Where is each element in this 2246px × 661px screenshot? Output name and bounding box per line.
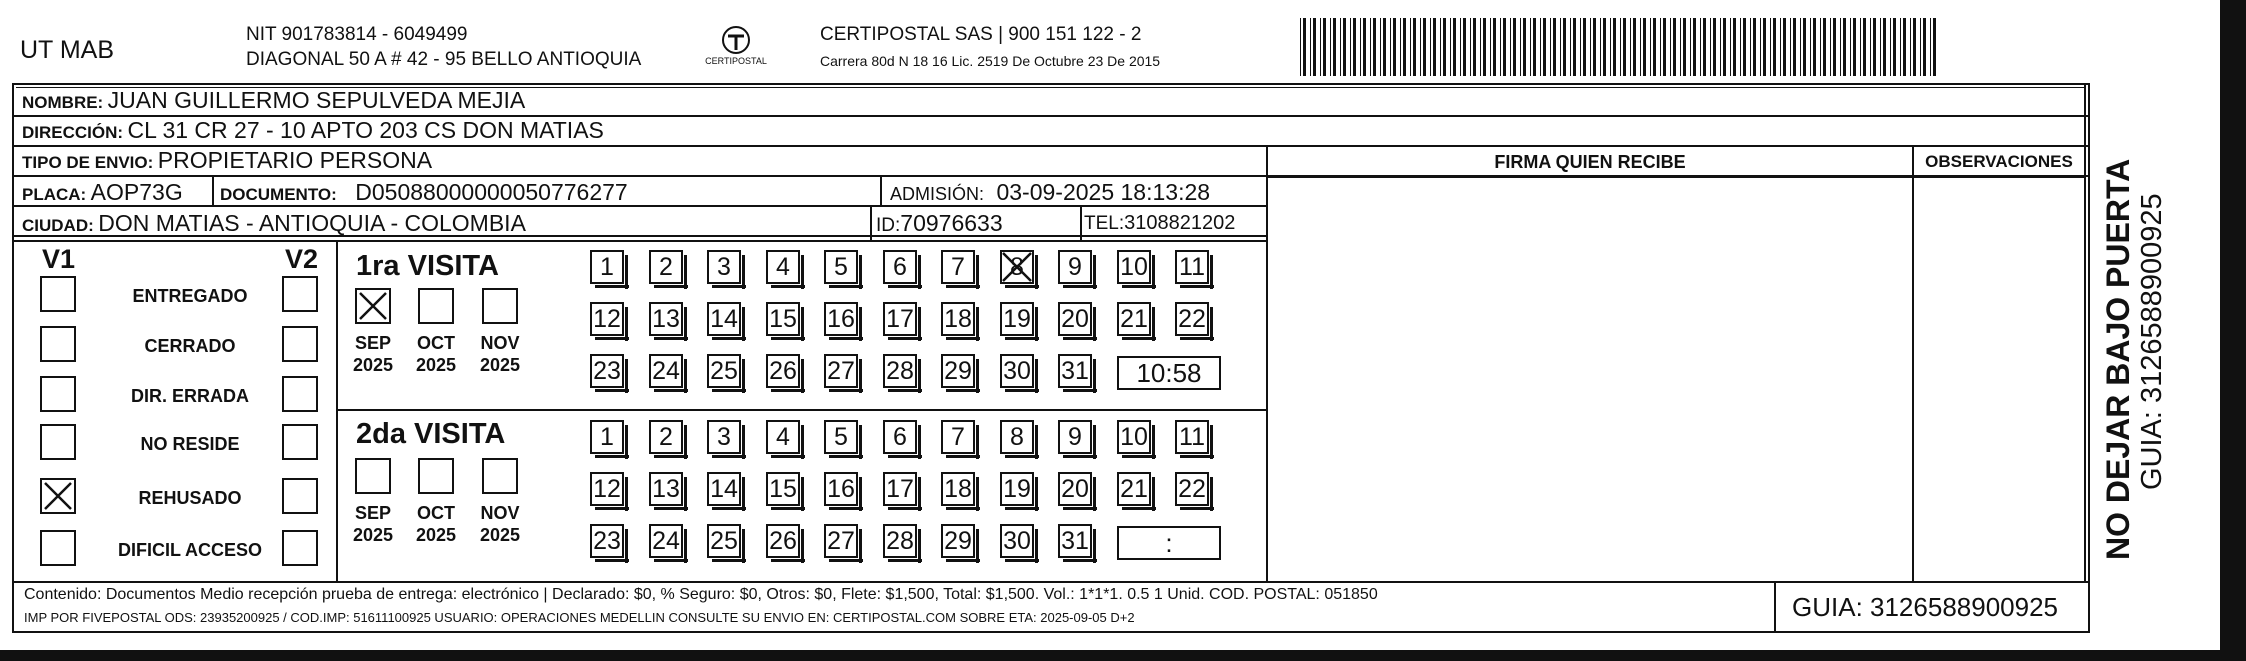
- second-visit-day-box[interactable]: [1000, 472, 1034, 506]
- v2-checkbox[interactable]: [282, 478, 318, 514]
- second-visit-day-number: 16: [827, 475, 855, 503]
- first-visit-day-box[interactable]: [824, 354, 858, 388]
- second-visit-day-box[interactable]: [824, 420, 858, 454]
- barcode: [1300, 18, 1940, 76]
- first-visit-day-box[interactable]: [766, 302, 800, 336]
- first-visit-day-number: 27: [827, 357, 855, 385]
- placa-cell: [22, 179, 183, 206]
- first-visit-day-box[interactable]: [824, 302, 858, 336]
- first-visit-month-checkbox[interactable]: [355, 288, 391, 324]
- first-visit-month-checkbox[interactable]: [482, 288, 518, 324]
- certipostal-logo-icon: [706, 22, 766, 78]
- ciudad-cell: [22, 210, 526, 237]
- first-visit-day-box[interactable]: [883, 250, 917, 284]
- v1-label: V1: [42, 244, 76, 274]
- second-visit-day-number: 5: [834, 423, 848, 451]
- first-visit-day-box[interactable]: [824, 250, 858, 284]
- first-visit-year-label: 2025: [479, 355, 521, 375]
- tipo-value: PROPIETARIO PERSONA: [157, 147, 433, 173]
- second-visit-day-number: 22: [1178, 475, 1206, 503]
- v2-checkbox[interactable]: [282, 376, 318, 412]
- first-visit-year-label: 2025: [352, 355, 394, 375]
- first-visit-day-box[interactable]: [1000, 302, 1034, 336]
- second-visit-day-box[interactable]: [1058, 472, 1092, 506]
- second-visit-day-box[interactable]: [941, 524, 975, 558]
- second-visit-day-number: 21: [1120, 475, 1148, 503]
- second-visit-day-box[interactable]: [1000, 524, 1034, 558]
- first-visit-day-box[interactable]: [707, 302, 741, 336]
- footer-print-line: IMP POR FIVEPOSTAL ODS: 23935200925 / COD.IMP: 51611100925 USUARIO: OPERACIONES MEDELLIN CONSULTE SU ENVIO EN: CERTIPOSTAL.COM SOBRE ETA: 2025-09-05 D+2: [24, 610, 1135, 625]
- second-visit-day-number: 19: [1003, 475, 1031, 503]
- second-visit-day-box[interactable]: [1058, 420, 1092, 454]
- nombre-value: JUAN GUILLERMO SEPULVEDA MEJIA: [107, 87, 526, 113]
- placa-label: PLACA:: [22, 185, 87, 204]
- second-visit-day-box[interactable]: [1117, 472, 1151, 506]
- first-visit-day-box[interactable]: [590, 354, 624, 388]
- first-visit-day-box[interactable]: [766, 250, 800, 284]
- second-visit-day-number: 10: [1120, 423, 1148, 451]
- carrier-license: Carrera 80d N 18 16 Lic. 2519 De Octubre 23 De 2015: [820, 53, 1161, 69]
- first-visit-day-box[interactable]: [941, 302, 975, 336]
- direccion-value: CL 31 CR 27 - 10 APTO 203 CS DON MATIAS: [127, 117, 604, 143]
- second-visit-month-caption: [468, 502, 532, 546]
- v2-checkbox[interactable]: [282, 276, 318, 312]
- v1-checkbox[interactable]: [40, 530, 76, 566]
- second-visit-month-label: OCT: [417, 503, 455, 523]
- first-visit-day-number: 29: [944, 357, 972, 385]
- ciudad-label: CIUDAD:: [22, 216, 94, 235]
- first-visit-title: 1ra VISITA: [356, 250, 499, 282]
- second-visit-month-label: NOV: [480, 503, 520, 523]
- v2-checkbox[interactable]: [282, 530, 318, 566]
- second-visit-day-number: 31: [1061, 527, 1089, 555]
- second-visit-day-box[interactable]: [883, 524, 917, 558]
- first-visit-day-number: 19: [1003, 305, 1031, 333]
- first-visit-day-box[interactable]: [883, 354, 917, 388]
- footer-content-line: Contenido: Documentos Medio recepción prueba de entrega: electrónico | Declarado: $0, % Seguro: $0, Otros: $0, Flete: $1,500, Total: $1,500. Vol.: 1*1*1. 0.5 1 Unid. COD. POSTAL: 051850: [24, 586, 1378, 603]
- second-visit-day-number: 30: [1003, 527, 1031, 555]
- first-visit-day-number: 3: [717, 253, 731, 281]
- second-visit-day-number: 7: [951, 423, 965, 451]
- second-visit-day-number: 17: [886, 475, 914, 503]
- second-visit-day-box[interactable]: [883, 420, 917, 454]
- second-visit-time-box[interactable]: :: [1117, 526, 1221, 560]
- first-visit-day-number: 17: [886, 305, 914, 333]
- first-visit-time-box[interactable]: 10:58: [1117, 356, 1221, 390]
- v2-checkbox[interactable]: [282, 326, 318, 362]
- first-visit-day-box[interactable]: [1117, 302, 1151, 336]
- first-visit-day-box[interactable]: [883, 302, 917, 336]
- documento-value: D05088000000050776277: [355, 179, 628, 205]
- id-label: ID:: [876, 215, 901, 236]
- v1-checkbox[interactable]: [40, 276, 76, 312]
- second-visit-day-box[interactable]: [766, 472, 800, 506]
- first-visit-day-box[interactable]: [1117, 250, 1151, 284]
- company-nit: NIT 901783814 - 6049499: [246, 24, 468, 45]
- first-visit-day-number: 25: [710, 357, 738, 385]
- second-visit-day-box[interactable]: [766, 524, 800, 558]
- first-visit-day-box[interactable]: [1000, 354, 1034, 388]
- second-visit-month-label: SEP: [354, 503, 392, 523]
- first-visit-day-number: 24: [652, 357, 680, 385]
- first-visit-year-label: 2025: [415, 355, 457, 375]
- placa-value: AOP73G: [90, 179, 183, 205]
- side-guia-text: GUIA: 3126588900925: [2136, 193, 2168, 490]
- status-label: NO RESIDE: [140, 434, 240, 454]
- first-visit-day-number: 6: [893, 253, 907, 281]
- v2-label: V2: [285, 244, 319, 274]
- second-visit-month-checkbox[interactable]: [482, 458, 518, 494]
- second-visit-month-caption: [404, 502, 468, 546]
- first-visit-day-number: 31: [1061, 357, 1089, 385]
- second-visit-day-number: 27: [827, 527, 855, 555]
- second-visit-day-number: 14: [710, 475, 738, 503]
- second-visit-day-box[interactable]: [1000, 420, 1034, 454]
- tipo-label: TIPO DE ENVIO:: [22, 153, 154, 172]
- second-visit-day-box[interactable]: [824, 524, 858, 558]
- first-visit-day-box[interactable]: [1058, 354, 1092, 388]
- second-visit-day-box[interactable]: [649, 472, 683, 506]
- nombre-row: [22, 87, 525, 114]
- first-visit-day-number: 23: [593, 357, 621, 385]
- first-visit-day-number: 18: [944, 305, 972, 333]
- first-visit-month-label: NOV: [480, 333, 520, 353]
- second-visit-day-number: 15: [769, 475, 797, 503]
- first-visit-day-box[interactable]: [590, 302, 624, 336]
- first-visit-day-number: 14: [710, 305, 738, 333]
- second-visit-day-number: 6: [893, 423, 907, 451]
- second-visit-day-box[interactable]: [883, 472, 917, 506]
- v1-checkbox[interactable]: [40, 326, 76, 362]
- second-visit-month-checkbox[interactable]: [355, 458, 391, 494]
- second-visit-day-number: 2: [659, 423, 673, 451]
- first-visit-day-box[interactable]: [766, 354, 800, 388]
- first-visit-day-box[interactable]: [1058, 302, 1092, 336]
- first-visit-day-number: 22: [1178, 305, 1206, 333]
- admision-cell: [890, 179, 1210, 206]
- id-cell: [876, 210, 1003, 237]
- firma-label: FIRMA QUIEN RECIBE: [1494, 152, 1686, 172]
- second-visit-title: 2da VISITA: [356, 418, 506, 450]
- second-visit-day-box[interactable]: [1058, 524, 1092, 558]
- v1-checkbox[interactable]: [40, 424, 76, 460]
- ciudad-value: DON MATIAS - ANTIOQUIA - COLOMBIA: [98, 210, 526, 236]
- carrier-name: CERTIPOSTAL SAS | 900 151 122 - 2: [820, 24, 1142, 45]
- second-visit-day-number: 3: [717, 423, 731, 451]
- side-guia: [2136, 90, 2169, 490]
- first-visit-day-number: 12: [593, 305, 621, 333]
- second-visit-day-box[interactable]: [707, 420, 741, 454]
- second-visit-day-number: 1: [600, 423, 614, 451]
- first-visit-day-number: 4: [776, 253, 790, 281]
- first-visit-day-box[interactable]: [590, 250, 624, 284]
- second-visit-day-box[interactable]: [1175, 472, 1209, 506]
- status-label: DIR. ERRADA: [130, 386, 249, 406]
- v2-checkbox[interactable]: [282, 424, 318, 460]
- direccion-label: DIRECCIÓN:: [22, 123, 124, 142]
- tel-cell: [1084, 212, 1235, 235]
- first-visit-day-box[interactable]: [649, 250, 683, 284]
- logo-text: CERTIPOSTAL: [705, 56, 767, 66]
- first-visit-day-box[interactable]: [941, 250, 975, 284]
- first-visit-day-box[interactable]: [649, 302, 683, 336]
- first-visit-day-number: 9: [1068, 253, 1082, 281]
- second-visit-day-number: 24: [652, 527, 680, 555]
- first-visit-month-caption: [404, 332, 468, 376]
- second-visit-day-box[interactable]: [649, 420, 683, 454]
- first-visit-day-box[interactable]: [707, 354, 741, 388]
- second-visit-day-box[interactable]: [707, 472, 741, 506]
- second-visit-day-number: 9: [1068, 423, 1082, 451]
- first-visit-day-number: 20: [1061, 305, 1089, 333]
- second-visit-day-number: 20: [1061, 475, 1089, 503]
- second-visit-day-box[interactable]: [590, 524, 624, 558]
- second-visit-day-box[interactable]: [590, 472, 624, 506]
- second-visit-month-caption: [341, 502, 405, 546]
- status-label: REHUSADO: [138, 488, 242, 508]
- tel-label: TEL:: [1084, 213, 1125, 234]
- second-visit-day-number: 28: [886, 527, 914, 555]
- tel-value: 3108821202: [1124, 212, 1236, 234]
- second-visit-day-number: 18: [944, 475, 972, 503]
- first-visit-day-number: 28: [886, 357, 914, 385]
- second-visit-day-box[interactable]: [766, 420, 800, 454]
- first-visit-day-box[interactable]: [1058, 250, 1092, 284]
- second-visit-day-box[interactable]: [1117, 420, 1151, 454]
- first-visit-day-box[interactable]: [1175, 250, 1209, 284]
- second-visit-day-box[interactable]: [707, 524, 741, 558]
- first-visit-day-box[interactable]: [1175, 302, 1209, 336]
- second-visit-day-box[interactable]: [649, 524, 683, 558]
- second-visit-month-checkbox[interactable]: [418, 458, 454, 494]
- company-name: UT MAB: [20, 36, 114, 64]
- v1-checkbox[interactable]: [40, 376, 76, 412]
- first-visit-day-number: 10: [1120, 253, 1148, 281]
- second-visit-day-box[interactable]: [941, 472, 975, 506]
- first-visit-month-checkbox[interactable]: [418, 288, 454, 324]
- second-visit-year-label: 2025: [415, 525, 457, 545]
- company-address: DIAGONAL 50 A # 42 - 95 BELLO ANTIOQUIA: [246, 49, 642, 70]
- side-warning-text: NO DEJAR BAJO PUERTA: [2100, 158, 2136, 560]
- first-visit-day-number: 16: [827, 305, 855, 333]
- status-label: DIFICIL ACCESO: [117, 540, 262, 560]
- footer-guia: GUIA: 3126588900925: [1792, 592, 2058, 622]
- observaciones-label: OBSERVACIONES: [1925, 152, 2073, 171]
- admision-label: ADMISIÓN:: [890, 184, 985, 204]
- second-visit-year-label: 2025: [479, 525, 521, 545]
- first-visit-day-box[interactable]: [649, 354, 683, 388]
- second-visit-day-number: 23: [593, 527, 621, 555]
- id-value: 70976633: [900, 210, 1003, 236]
- first-visit-month-caption: [468, 332, 532, 376]
- first-visit-day-number: 11: [1179, 253, 1205, 281]
- direccion-row: [22, 117, 604, 144]
- second-visit-day-number: 25: [710, 527, 738, 555]
- first-visit-day-box[interactable]: [1000, 250, 1034, 284]
- second-visit-day-box[interactable]: [1175, 420, 1209, 454]
- second-visit-day-number: 13: [652, 475, 680, 503]
- second-visit-year-label: 2025: [352, 525, 394, 545]
- second-visit-day-box[interactable]: [941, 420, 975, 454]
- status-label: CERRADO: [144, 336, 236, 356]
- first-visit-day-mark: [1000, 250, 1034, 292]
- first-visit-day-number: 26: [769, 357, 797, 385]
- first-visit-day-number: 8: [1010, 253, 1024, 281]
- v1-checkbox[interactable]: [40, 478, 76, 514]
- status-label: ENTREGADO: [132, 286, 248, 306]
- second-visit-day-box[interactable]: [824, 472, 858, 506]
- first-visit-day-number: 1: [600, 253, 614, 281]
- documento-label: DOCUMENTO:: [220, 185, 337, 204]
- first-visit-day-number: 5: [834, 253, 848, 281]
- second-visit-day-number: 8: [1010, 423, 1024, 451]
- first-visit-day-number: 7: [951, 253, 965, 281]
- first-visit-day-number: 15: [769, 305, 797, 333]
- admision-value: 03-09-2025 18:13:28: [996, 179, 1211, 205]
- nombre-label: NOMBRE:: [22, 93, 104, 112]
- second-visit-day-number: 4: [776, 423, 790, 451]
- first-visit-month-caption: [341, 332, 405, 376]
- documento-cell: [220, 179, 628, 206]
- second-visit-day-number: 29: [944, 527, 972, 555]
- first-visit-day-number: 30: [1003, 357, 1031, 385]
- first-visit-month-label: OCT: [417, 333, 455, 353]
- first-visit-day-number: 13: [652, 305, 680, 333]
- side-warning: [2100, 100, 2137, 560]
- first-visit-day-box[interactable]: [941, 354, 975, 388]
- second-visit-day-box[interactable]: [590, 420, 624, 454]
- second-visit-day-number: 11: [1179, 423, 1205, 451]
- second-visit-day-number: 12: [593, 475, 621, 503]
- first-visit-day-box[interactable]: [707, 250, 741, 284]
- first-visit-month-label: SEP: [354, 333, 392, 353]
- first-visit-day-number: 2: [659, 253, 673, 281]
- second-visit-day-number: 26: [769, 527, 797, 555]
- first-visit-day-number: 21: [1120, 305, 1148, 333]
- tipo-row: [22, 147, 432, 174]
